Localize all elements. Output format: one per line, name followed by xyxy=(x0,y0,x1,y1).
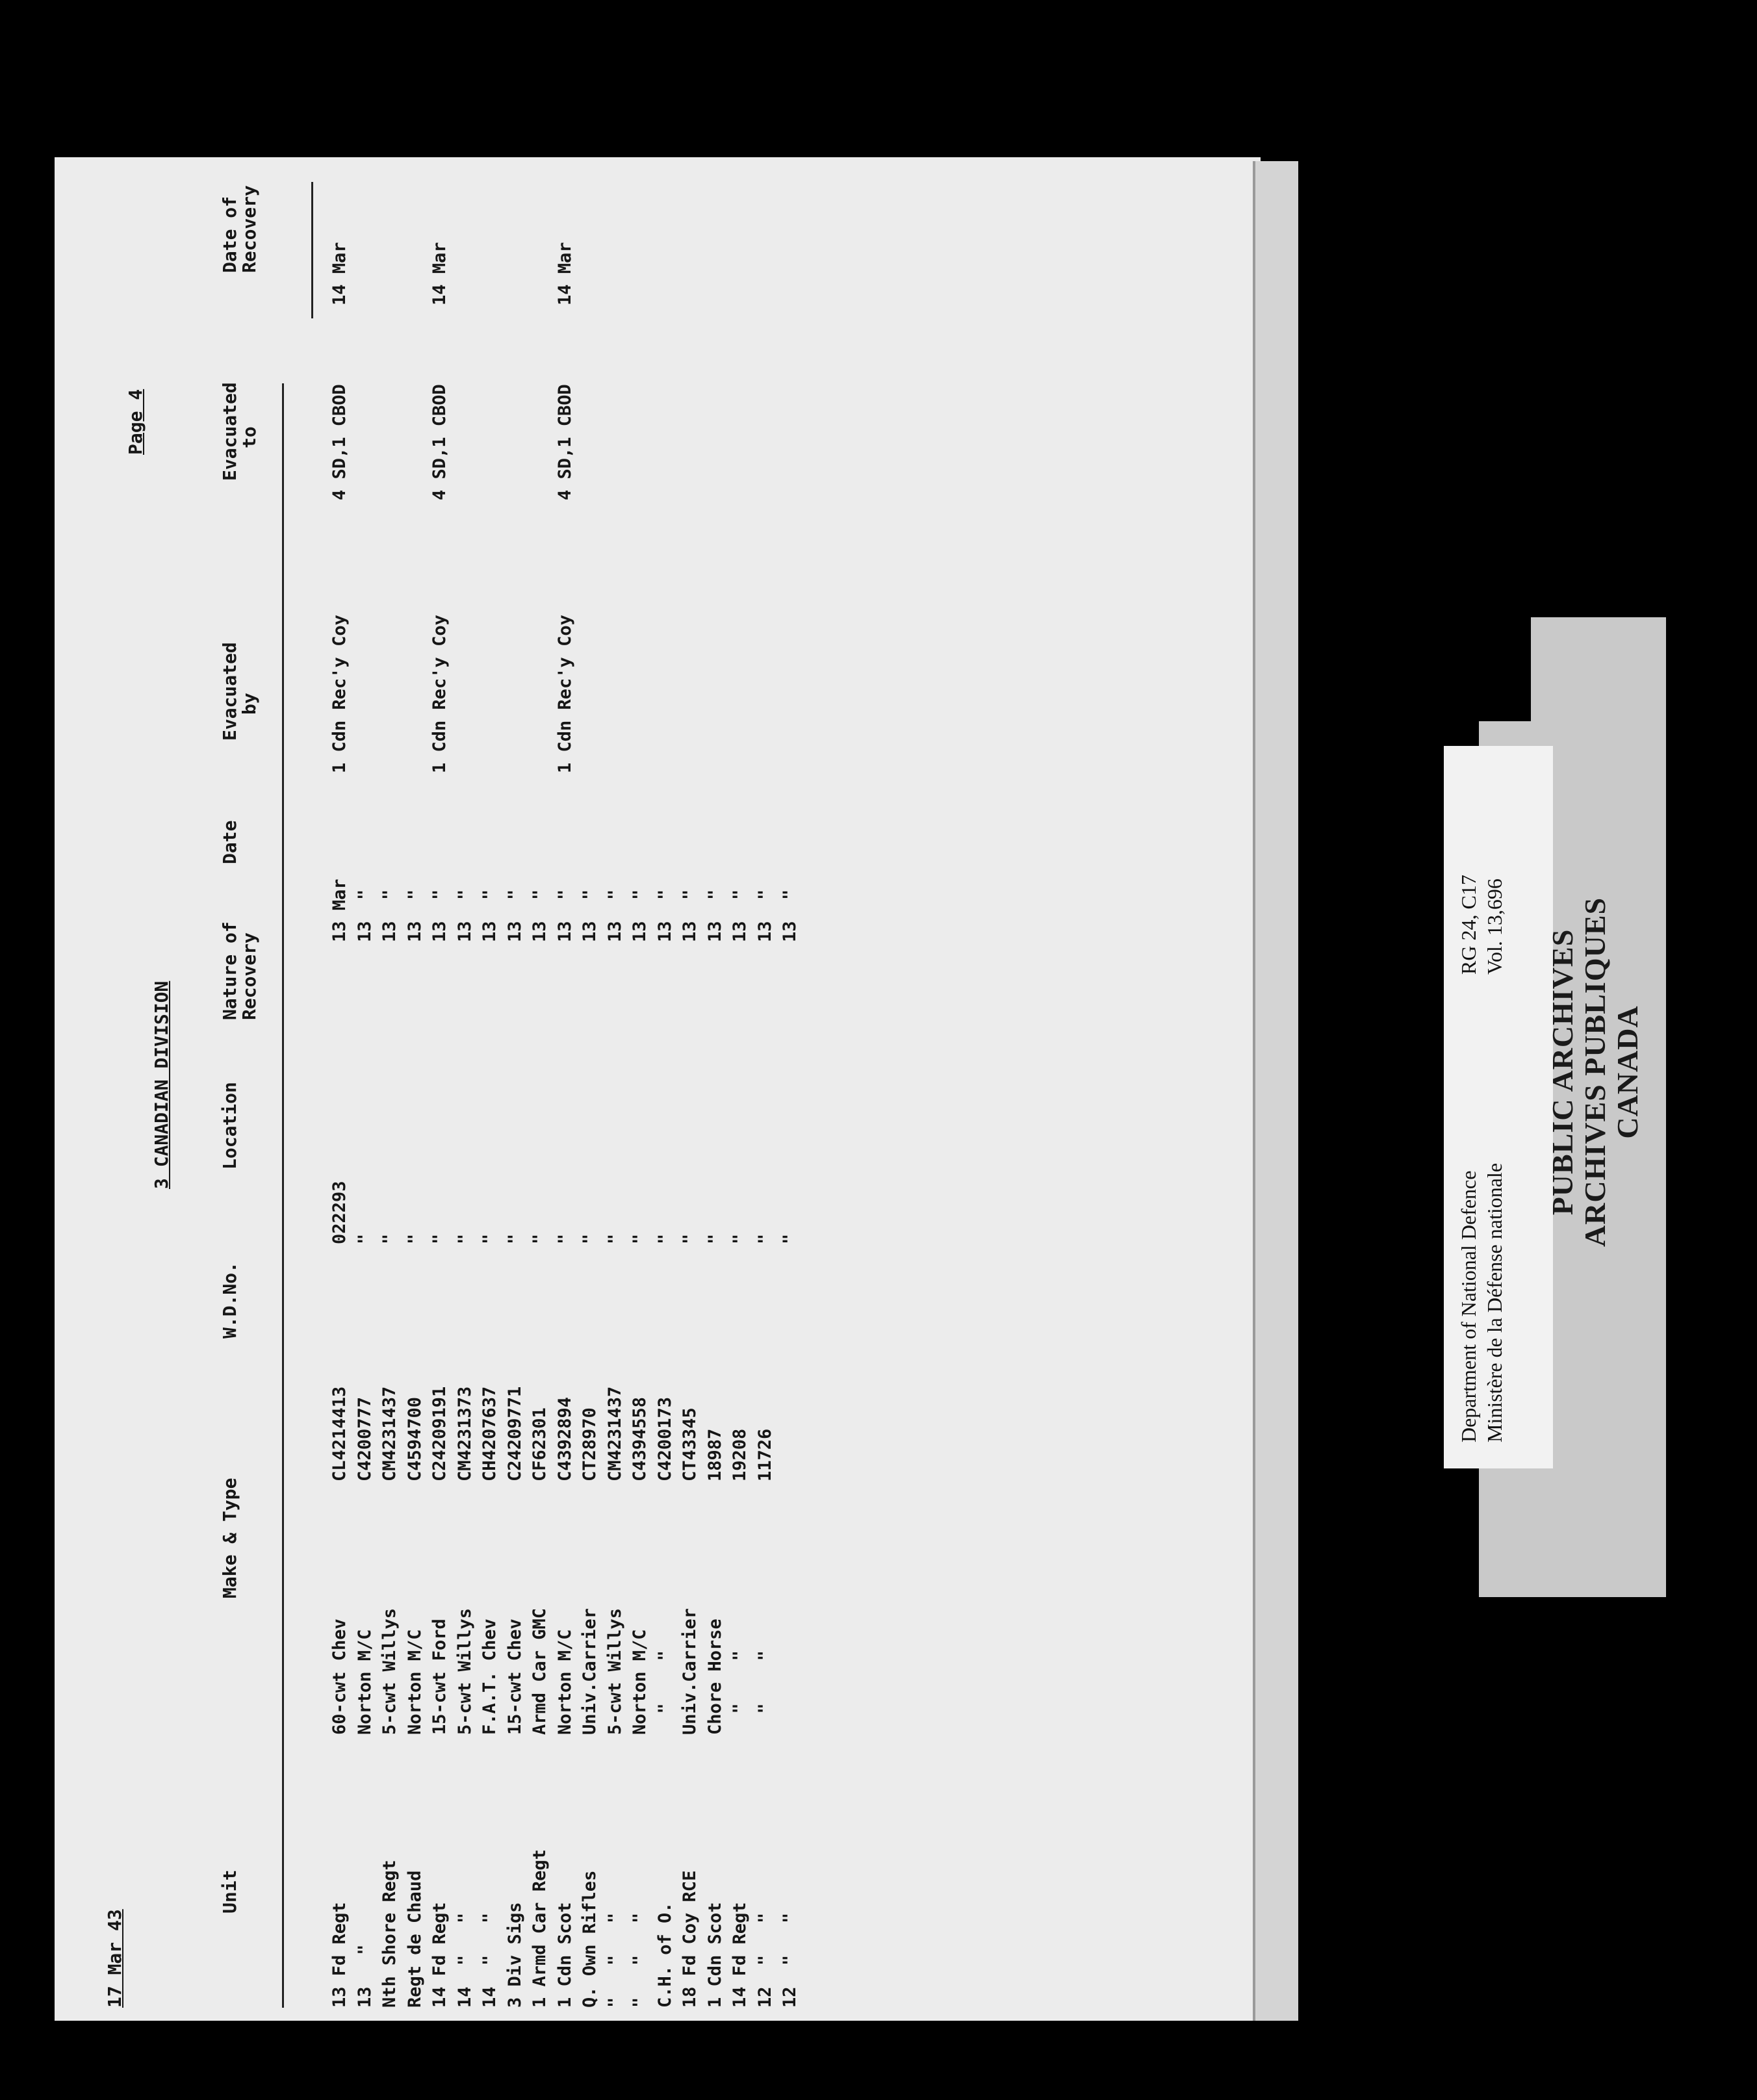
date-cell: 13 " xyxy=(580,889,600,942)
table-row xyxy=(578,157,602,2021)
make-type-cell: " " xyxy=(730,1650,750,1735)
table-row xyxy=(778,157,802,2021)
evacuated-by-cell: 1 Cdn Rec'y Coy xyxy=(554,615,575,773)
make-type-cell: 5-cwt Willys xyxy=(454,1607,475,1735)
location-cell: " xyxy=(604,1233,625,1244)
location-cell: 022293 xyxy=(329,1181,350,1244)
evacuated-to-cell: 4 SD,1 CBOD xyxy=(329,384,350,500)
wd-no-cell: 19208 xyxy=(730,1428,750,1481)
make-type-cell: Armd Car GMC xyxy=(530,1607,550,1735)
location-cell: " xyxy=(504,1233,525,1244)
wd-no-cell: CH4207637 xyxy=(480,1386,500,1481)
unit-cell: Regt de Chaud xyxy=(404,1870,425,2008)
recovery-rule xyxy=(311,182,313,318)
date-cell: 13 " xyxy=(504,889,525,942)
table-row xyxy=(728,157,752,2021)
make-type-cell: Univ.Carrier xyxy=(680,1607,700,1735)
wd-no-cell: C24209191 xyxy=(430,1386,450,1481)
table-row xyxy=(753,157,778,2021)
stamp-line-3: CANADA xyxy=(1611,1005,1644,1139)
make-type-cell: Norton M/C xyxy=(630,1629,650,1735)
date-cell: 13 " xyxy=(780,889,800,942)
archives-stamp xyxy=(1546,845,1663,1300)
table-row xyxy=(528,157,552,2021)
rotated-page xyxy=(55,157,1261,2021)
location-cell: " xyxy=(404,1233,425,1244)
col-date: Date xyxy=(219,820,240,864)
location-cell: " xyxy=(630,1233,650,1244)
date-cell: 13 " xyxy=(404,889,425,942)
date-cell: 13 " xyxy=(730,889,750,942)
wd-no-cell: C4392894 xyxy=(554,1396,575,1481)
location-cell: " xyxy=(654,1233,675,1244)
wd-no-cell: 18987 xyxy=(704,1428,725,1481)
unit-cell: Nth Shore Regt xyxy=(379,1860,400,2008)
make-type-cell: F.A.T. Chev xyxy=(480,1619,500,1735)
date-cell: 13 Mar xyxy=(329,878,350,942)
date-cell: 13 " xyxy=(680,889,700,942)
location-cell: " xyxy=(704,1233,725,1244)
location-cell: " xyxy=(354,1233,375,1244)
table-row xyxy=(453,157,478,2021)
unit-cell: C.H. of O. xyxy=(654,1902,675,2008)
location-cell: " xyxy=(530,1233,550,1244)
col-recovery-1: Date of xyxy=(219,196,240,273)
unit-cell: 13 " xyxy=(354,1944,375,2008)
unit-cell: 14 " " xyxy=(480,1912,500,2008)
col-evac-by-1: Evacuated xyxy=(219,642,240,741)
col-unit: Unit xyxy=(219,1869,240,1914)
make-type-cell: " " xyxy=(754,1650,775,1735)
date-cell: 13 " xyxy=(630,889,650,942)
date-cell: 13 " xyxy=(354,889,375,942)
table-row xyxy=(553,157,578,2021)
table-row xyxy=(503,157,528,2021)
record-group: RG 24, C17 xyxy=(1457,875,1480,975)
location-cell: " xyxy=(730,1233,750,1244)
wd-no-cell: C4200173 xyxy=(654,1396,675,1481)
wd-no-cell: C4394558 xyxy=(630,1396,650,1481)
make-type-cell: Norton M/C xyxy=(404,1629,425,1735)
dept-fr: Ministère de la Défense nationale xyxy=(1483,1162,1506,1442)
evacuated-by-cell: 1 Cdn Rec'y Coy xyxy=(430,615,450,773)
col-evac-to-1: Evacuated xyxy=(219,382,240,481)
make-type-cell: 5-cwt Willys xyxy=(379,1607,400,1735)
table-row xyxy=(428,157,452,2021)
col-location: Location xyxy=(219,1082,240,1170)
col-recovery-2: Recovery xyxy=(238,185,260,273)
location-cell: " xyxy=(680,1233,700,1244)
archive-label xyxy=(1444,746,1553,1468)
unit-cell: 14 Fd Regt xyxy=(430,1902,450,2008)
wd-no-cell: 11726 xyxy=(754,1428,775,1481)
table-row xyxy=(353,157,378,2021)
table-row xyxy=(403,157,428,2021)
page-number: Page 4 xyxy=(125,389,146,455)
make-type-cell: 15-cwt Ford xyxy=(430,1619,450,1735)
unit-cell: Q. Own Rifles xyxy=(580,1870,600,2008)
date-cell: 13 " xyxy=(480,889,500,942)
wd-no-cell: CF62301 xyxy=(530,1407,550,1481)
col-nature-1: Nature of xyxy=(219,921,240,1020)
unit-cell: 1 Cdn Scot xyxy=(554,1902,575,2008)
table-row xyxy=(653,157,678,2021)
col-nature-2: Recovery xyxy=(238,932,260,1020)
recovery-date-cell: 14 Mar xyxy=(430,242,450,305)
col-make-type: Make & Type xyxy=(219,1478,240,1598)
location-cell: " xyxy=(379,1233,400,1244)
location-cell: " xyxy=(754,1233,775,1244)
col-wd-no: W.D.No. xyxy=(219,1261,240,1338)
unit-cell: 18 Fd Coy RCE xyxy=(680,1870,700,2008)
make-type-cell: 15-cwt Chev xyxy=(504,1619,525,1735)
make-type-cell: " " xyxy=(654,1650,675,1735)
stamp-line-2: ARCHIVES PUBLIQUES xyxy=(1578,897,1611,1248)
location-cell: " xyxy=(454,1233,475,1244)
date-cell: 13 " xyxy=(754,889,775,942)
wd-no-cell: C4594700 xyxy=(404,1396,425,1481)
make-type-cell: 5-cwt Willys xyxy=(604,1607,625,1735)
unit-cell: 12 " " xyxy=(780,1912,800,2008)
unit-cell: 14 " " xyxy=(454,1912,475,2008)
table-row xyxy=(603,157,628,2021)
col-evac-to-2: to xyxy=(238,426,260,448)
location-cell: " xyxy=(554,1233,575,1244)
location-cell: " xyxy=(480,1233,500,1244)
evacuated-by-cell: 1 Cdn Rec'y Coy xyxy=(329,615,350,773)
wd-no-cell: C4200777 xyxy=(354,1396,375,1481)
date-cell: 13 " xyxy=(430,889,450,942)
location-cell: " xyxy=(430,1233,450,1244)
date-cell: 13 " xyxy=(530,889,550,942)
dept-en: Department of National Defence xyxy=(1457,1170,1480,1442)
heading-rule xyxy=(282,383,284,2008)
evacuated-to-cell: 4 SD,1 CBOD xyxy=(554,384,575,500)
location-cell: " xyxy=(580,1233,600,1244)
unit-cell: 14 Fd Regt xyxy=(730,1902,750,2008)
report-date: 17 Mar 43 xyxy=(104,1909,125,2008)
unit-cell: 13 Fd Regt xyxy=(329,1902,350,2008)
wd-no-cell: CM4231437 xyxy=(379,1386,400,1481)
date-cell: 13 " xyxy=(379,889,400,942)
table-row xyxy=(628,157,652,2021)
recovery-date-cell: 14 Mar xyxy=(329,242,350,305)
wd-no-cell: C24209771 xyxy=(504,1386,525,1481)
col-evac-by-2: by xyxy=(238,693,260,715)
wd-no-cell: CT28970 xyxy=(580,1407,600,1481)
evacuated-to-cell: 4 SD,1 CBOD xyxy=(430,384,450,500)
archive-card-notch xyxy=(1479,617,1531,721)
wd-no-cell: CM4231437 xyxy=(604,1386,625,1481)
make-type-cell: Univ.Carrier xyxy=(580,1607,600,1735)
table-row xyxy=(327,157,352,2021)
wd-no-cell: CL4214413 xyxy=(329,1386,350,1481)
unit-cell: 1 Armd Car Regt xyxy=(530,1849,550,2008)
make-type-cell: 60-cwt Chev xyxy=(329,1619,350,1735)
volume: Vol. 13,696 xyxy=(1483,878,1506,975)
make-type-cell: Chore Horse xyxy=(704,1619,725,1735)
stamp-line-1: PUBLIC ARCHIVES xyxy=(1546,928,1579,1216)
date-cell: 13 " xyxy=(704,889,725,942)
unit-cell: " " " xyxy=(604,1912,625,2008)
wd-no-cell: CM4231373 xyxy=(454,1386,475,1481)
date-cell: 13 " xyxy=(654,889,675,942)
table-row xyxy=(703,157,728,2021)
make-type-cell: Norton M/C xyxy=(354,1629,375,1735)
unit-cell: 3 Div Sigs xyxy=(504,1902,525,2008)
table-row xyxy=(478,157,502,2021)
table-row xyxy=(678,157,702,2021)
wd-no-cell: CT43345 xyxy=(680,1407,700,1481)
unit-cell: 1 Cdn Scot xyxy=(704,1902,725,2008)
table-row xyxy=(378,157,402,2021)
division-title: 3 CANADIAN DIVISION xyxy=(151,980,172,1189)
unit-cell: " " " xyxy=(630,1912,650,2008)
make-type-cell: Norton M/C xyxy=(554,1629,575,1735)
location-cell: " xyxy=(780,1233,800,1244)
recovery-date-cell: 14 Mar xyxy=(554,242,575,305)
date-cell: 13 " xyxy=(604,889,625,942)
date-cell: 13 " xyxy=(454,889,475,942)
date-cell: 13 " xyxy=(554,889,575,942)
unit-cell: 12 " " xyxy=(754,1912,775,2008)
